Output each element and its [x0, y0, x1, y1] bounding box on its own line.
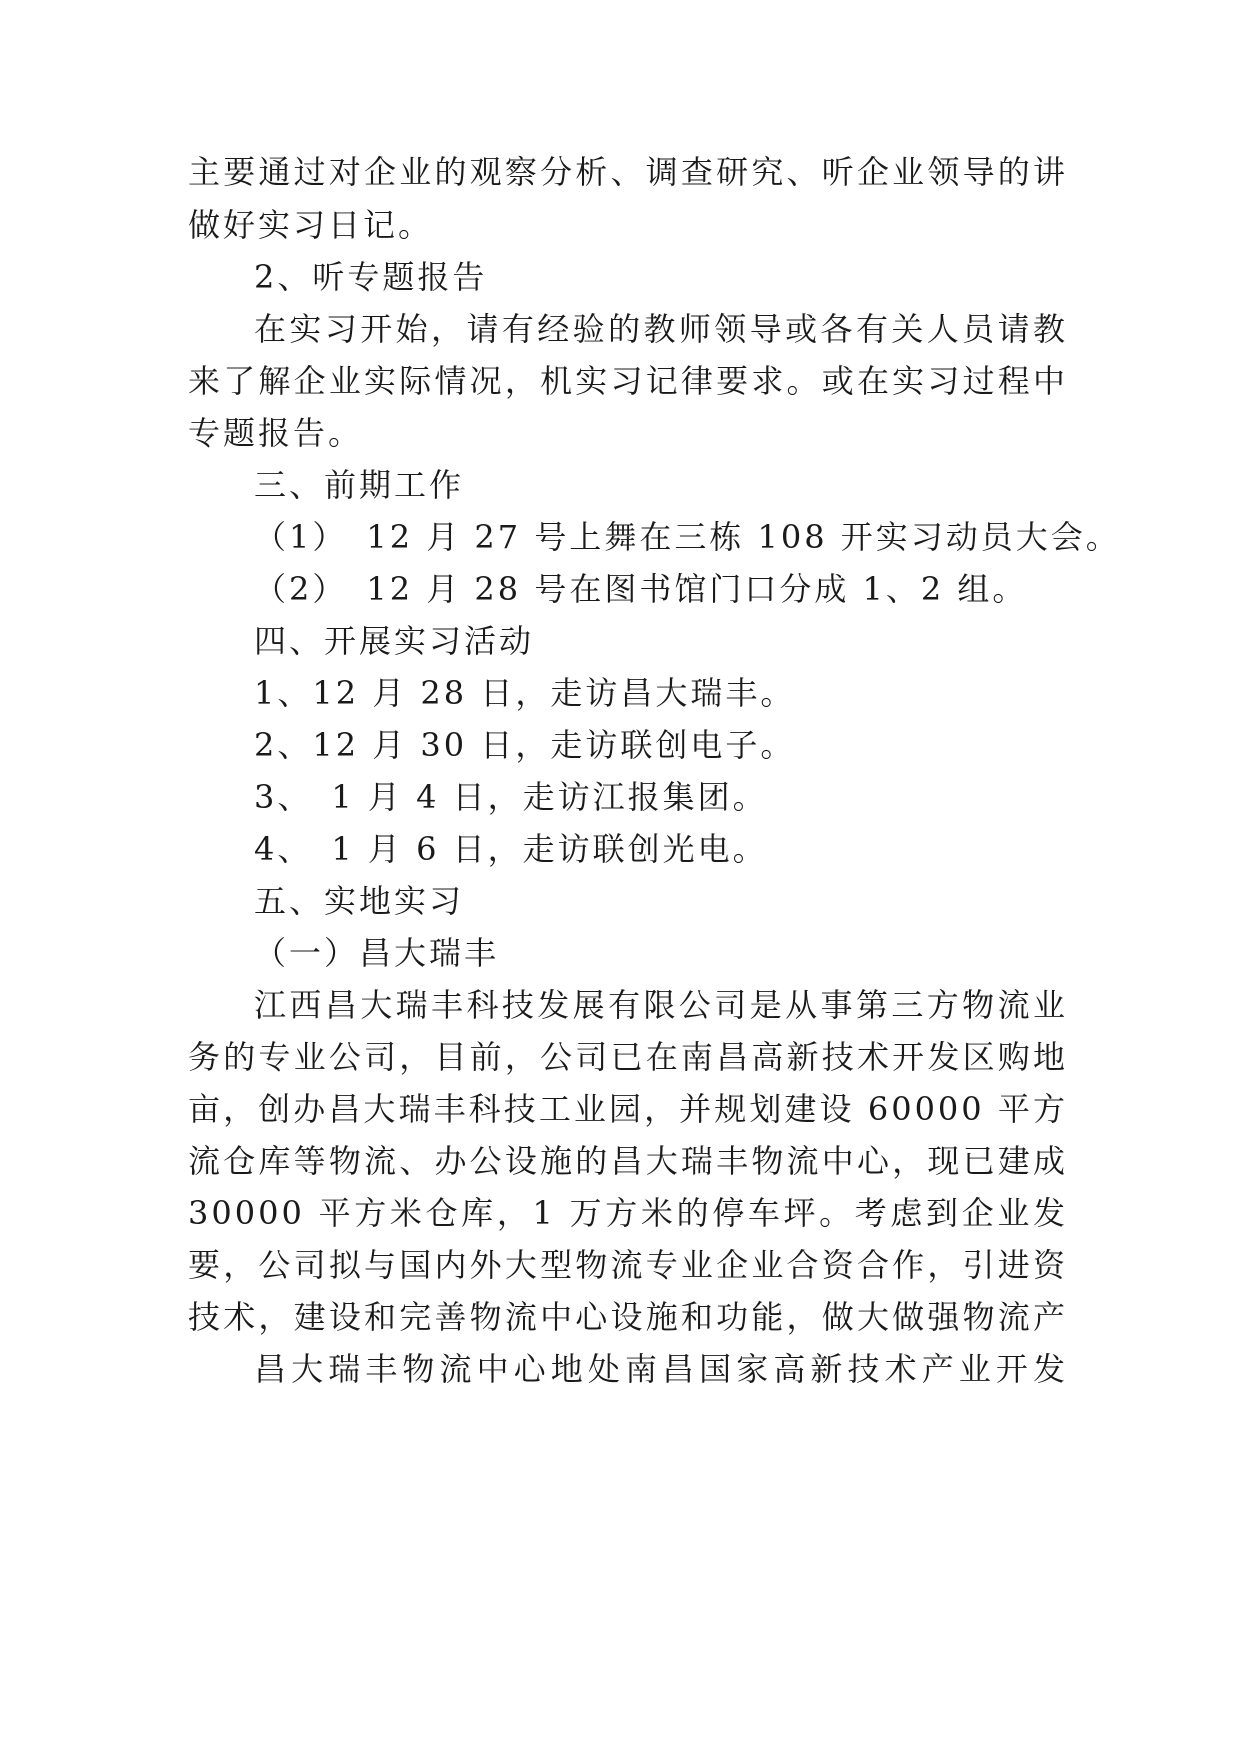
text-line-15: 五、实地实习: [254, 882, 465, 920]
text-line-5: 来了解企业实际情况，机实习记律要求。或在实习过程中: [188, 362, 1068, 400]
text-line-18: 务的专业公司，目前，公司已在南昌高新技术开发区购地: [188, 1038, 1068, 1076]
text-line-2: 做好实习日记。: [188, 206, 434, 244]
text-line-22: 要，公司拟与国内外大型物流专业企业合资合作，引进资: [188, 1246, 1068, 1284]
text-line-13: 3、 1 月 4 日，走访江报集团。: [254, 778, 768, 816]
text-line-3: 2、听专题报告: [254, 258, 488, 296]
text-line-17: 江西昌大瑞丰科技发展有限公司是从事第三方物流业: [254, 986, 1068, 1024]
text-line-19: 亩，创办昌大瑞丰科技工业园，并规划建设 60000 平方: [188, 1090, 1068, 1128]
text-line-21: 30000 平方米仓库，1 万方米的停车坪。考虑到企业发: [188, 1194, 1068, 1232]
text-line-20: 流仓库等物流、办公设施的昌大瑞丰物流中心，现已建成: [188, 1142, 1068, 1180]
text-line-7: 三、前期工作: [254, 466, 465, 504]
text-line-1: 主要通过对企业的观察分析、调查研究、听企业领导的讲: [188, 153, 1068, 191]
text-line-11: 1、12 月 28 日，走访昌大瑞丰。: [254, 674, 796, 712]
text-line-4: 在实习开始，请有经验的教师领导或各有关人员请教: [254, 310, 1068, 348]
text-line-23: 技术，建设和完善物流中心设施和功能，做大做强物流产: [188, 1298, 1068, 1336]
text-line-8: （1） 12 月 27 号上舞在三栋 108 开实习动员大会。: [254, 518, 1121, 556]
text-line-12: 2、12 月 30 日，走访联创电子。: [254, 726, 796, 764]
text-line-24: 昌大瑞丰物流中心地处南昌国家高新技术产业开发: [254, 1350, 1068, 1388]
text-line-10: 四、开展实习活动: [254, 622, 535, 660]
text-line-9: （2） 12 月 28 号在图书馆门口分成 1、2 组。: [254, 570, 1028, 608]
text-line-14: 4、 1 月 6 日，走访联创光电。: [254, 830, 768, 868]
text-line-16: （一）昌大瑞丰: [254, 934, 500, 972]
text-line-6: 专题报告。: [188, 414, 364, 452]
